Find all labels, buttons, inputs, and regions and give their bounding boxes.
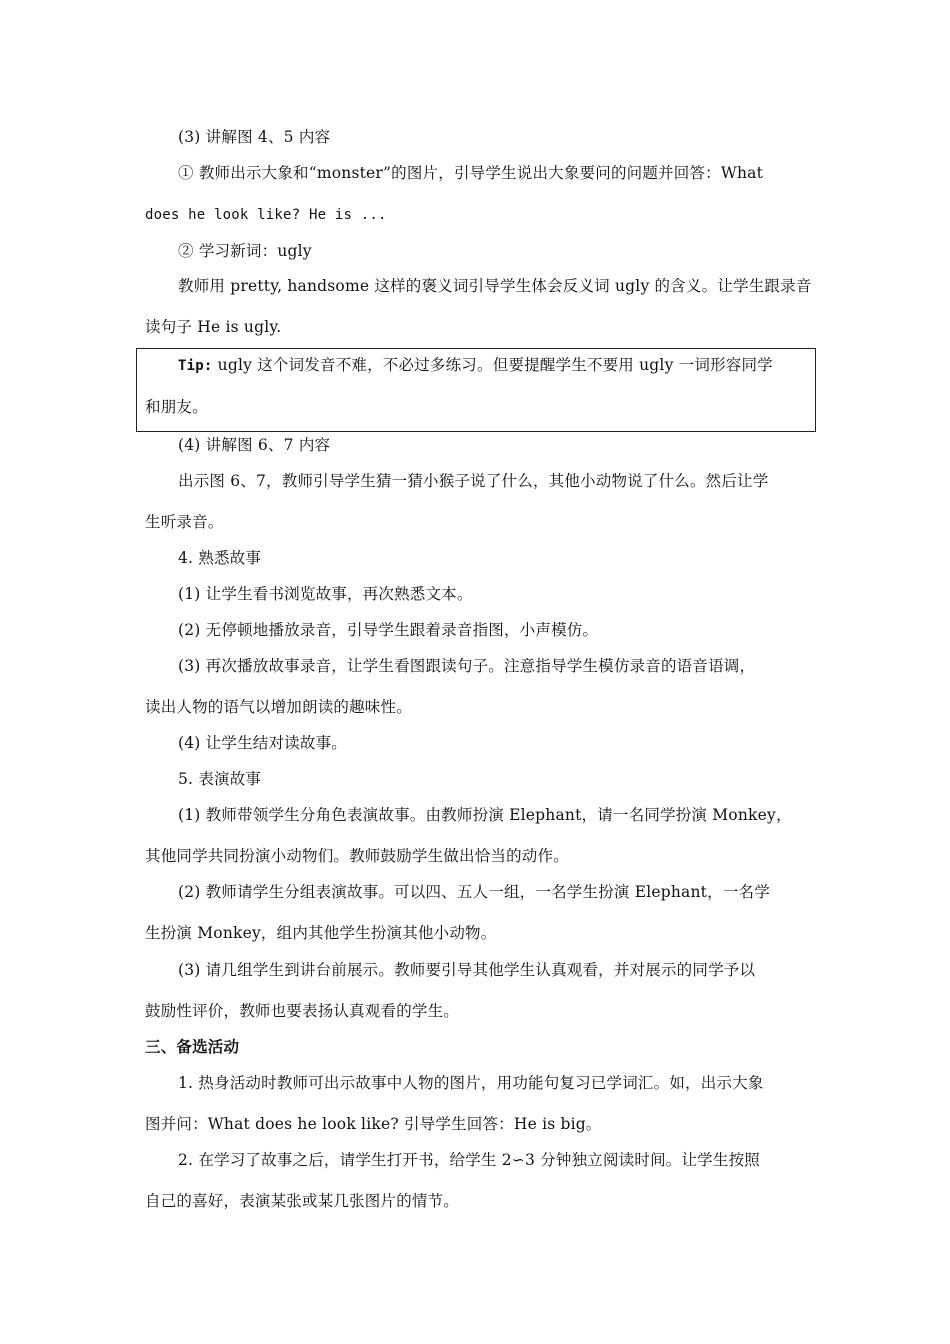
paragraph-line: (2) 教师请学生分组表演故事。可以四、五人一组，一名学生扮演 Elephant，一名学 [178, 883, 770, 901]
paragraph-line: 教师用 pretty, handsome 这样的褒义词引导学生体会反义词 ugly 的含义。让学生跟录音 [178, 277, 812, 295]
paragraph-line: 图并问：What does he look like? 引导学生回答：He is big。 [145, 1115, 602, 1133]
paragraph-line: (3) 请几组学生到讲台前展示。教师要引导其他学生认真观看，并对展示的同学予以 [178, 961, 756, 979]
paragraph-line: (3) 再次播放故事录音，让学生看图跟读句子。注意指导学生模仿录音的语音语调， [178, 657, 756, 675]
paragraph-line: (1) 教师带领学生分角色表演故事。由教师扮演 Elephant，请一名同学扮演 Monkey， [178, 806, 792, 824]
paragraph-line: 出示图 6、7，教师引导学生猜一猜小猴子说了什么，其他小动物说了什么。然后让学 [178, 472, 769, 490]
paragraph-line: 自己的喜好，表演某张或某几张图片的情节。 [145, 1192, 460, 1210]
tip-label: Tip: [178, 358, 213, 374]
paragraph-line: 读出人物的语气以增加朗读的趣味性。 [145, 698, 412, 716]
paragraph-line: 1. 热身活动时教师可出示故事中人物的图片，用功能句复习已学词汇。如，出示大象 [178, 1074, 764, 1092]
section-heading-optional-activities: 三、备选活动 [145, 1038, 240, 1056]
paragraph-line: does he look like? He is ... [145, 207, 387, 223]
step-4-heading: (4) 讲解图 6、7 内容 [178, 436, 331, 454]
step-3-heading: (3) 讲解图 4、5 内容 [178, 128, 331, 146]
paragraph-line: ② 学习新词：ugly [178, 242, 312, 260]
tip-text: ugly 这个词发音不难，不必过多练习。但要提醒学生不要用 ugly 一词形容同学 [212, 356, 773, 374]
paragraph-line: 鼓励性评价，教师也要表扬认真观看的学生。 [145, 1002, 460, 1020]
paragraph-line: 读句子 He is ugly. [145, 318, 282, 336]
paragraph-line: ① 教师出示大象和“monster”的图片，引导学生说出大象要问的问题并回答：What [178, 164, 764, 182]
paragraph-line: 生听录音。 [145, 513, 224, 531]
section-4-heading: 4. 熟悉故事 [178, 549, 262, 567]
section-5-heading: 5. 表演故事 [178, 770, 262, 788]
tip-line: 和朋友。 [145, 398, 208, 416]
paragraph-line: (2) 无停顿地播放录音，引导学生跟着录音指图，小声模仿。 [178, 621, 599, 639]
paragraph-line: 其他同学共同扮演小动物们。教师鼓励学生做出恰当的动作。 [145, 847, 569, 865]
paragraph-line: (1) 让学生看书浏览故事，再次熟悉文本。 [178, 585, 473, 603]
paragraph-line: (4) 让学生结对读故事。 [178, 734, 347, 752]
paragraph-line: 2. 在学习了故事之后，请学生打开书，给学生 2∽3 分钟独立阅读时间。让学生按照 [178, 1151, 760, 1169]
paragraph-line: 生扮演 Monkey，组内其他学生扮演其他小动物。 [145, 924, 497, 942]
tip-line [178, 355, 815, 376]
